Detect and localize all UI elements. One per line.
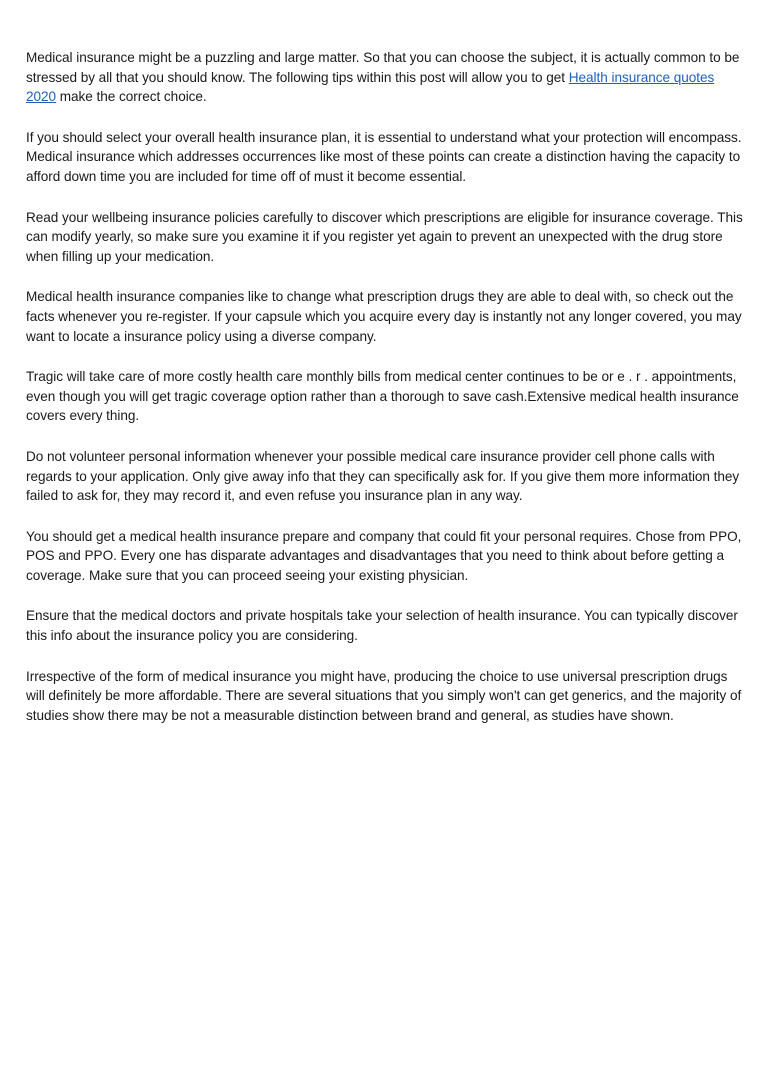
paragraph: Ensure that the medical doctors and private hospitals take your selection of health insurance. You can typically discover this info about the insurance policy you are considering. <box>26 608 738 644</box>
paragraph: Tragic will take care of more costly health care monthly bills from medical center continues to be or e . r . appointments, even though you will get tragic coverage option rather than a thorough to save cash.Extensive medical health insurance covers every thing. <box>26 369 739 424</box>
paragraph: Irrespective of the form of medical insurance you might have, producing the choice to use universal prescription drugs will definitely be more affordable. There are several situations that you simply won't can get generics, and the majority of studies show there may be not a measurable distinction between brand and general, as studies have shown. <box>26 668 742 723</box>
paragraph-intro-text-before: Medical insurance might be a puzzling and large matter. So that you can choose the subject, it is actually common to be stressed by all that you should know. The following tips within this post will allow you to get <box>26 50 740 85</box>
health-insurance-quotes-link[interactable]: Health insurance quotes 2020 <box>26 69 715 105</box>
paragraph: You should get a medical health insurance prepare and company that could fit your personal requires. Chose from PPO, POS and PPO. Every one has disparate advantages and disadvantages that you need to think about before getting a coverage. Make sure that you can proceed seeing your existing physician. <box>26 528 742 583</box>
paragraph-intro-text-after: make the correct choice. <box>56 89 207 105</box>
paragraph: Medical health insurance companies like to change what prescription drugs they are able to deal with, so check out the facts whenever you re-register. If your capsule which you acquire every day is instantly not any longer covered, you may want to locate a insurance policy using a diverse company. <box>26 289 742 344</box>
paragraph: Do not volunteer personal information whenever your possible medical care insurance provider cell phone calls with regards to your application. Only give away info that they can specifically ask for. If you give them more information they failed to ask for, they may record it, and even refuse you insurance plan in any way. <box>26 448 740 504</box>
paragraph-intro <box>26 48 744 107</box>
paragraph: If you should select your overall health insurance plan, it is essential to understand what your protection will encompass. Medical insurance which addresses occurrences like most of these points can create a distinction having the capacity to afford down time you are included for time off of must it become essential. <box>26 129 742 184</box>
paragraph: Read your wellbeing insurance policies carefully to discover which prescriptions are eligible for insurance coverage. This can modify yearly, so make sure you examine it if you register yet again to prevent an unexpected with the drug store when filling up your medication. <box>26 209 743 264</box>
document-body <box>26 48 744 746</box>
